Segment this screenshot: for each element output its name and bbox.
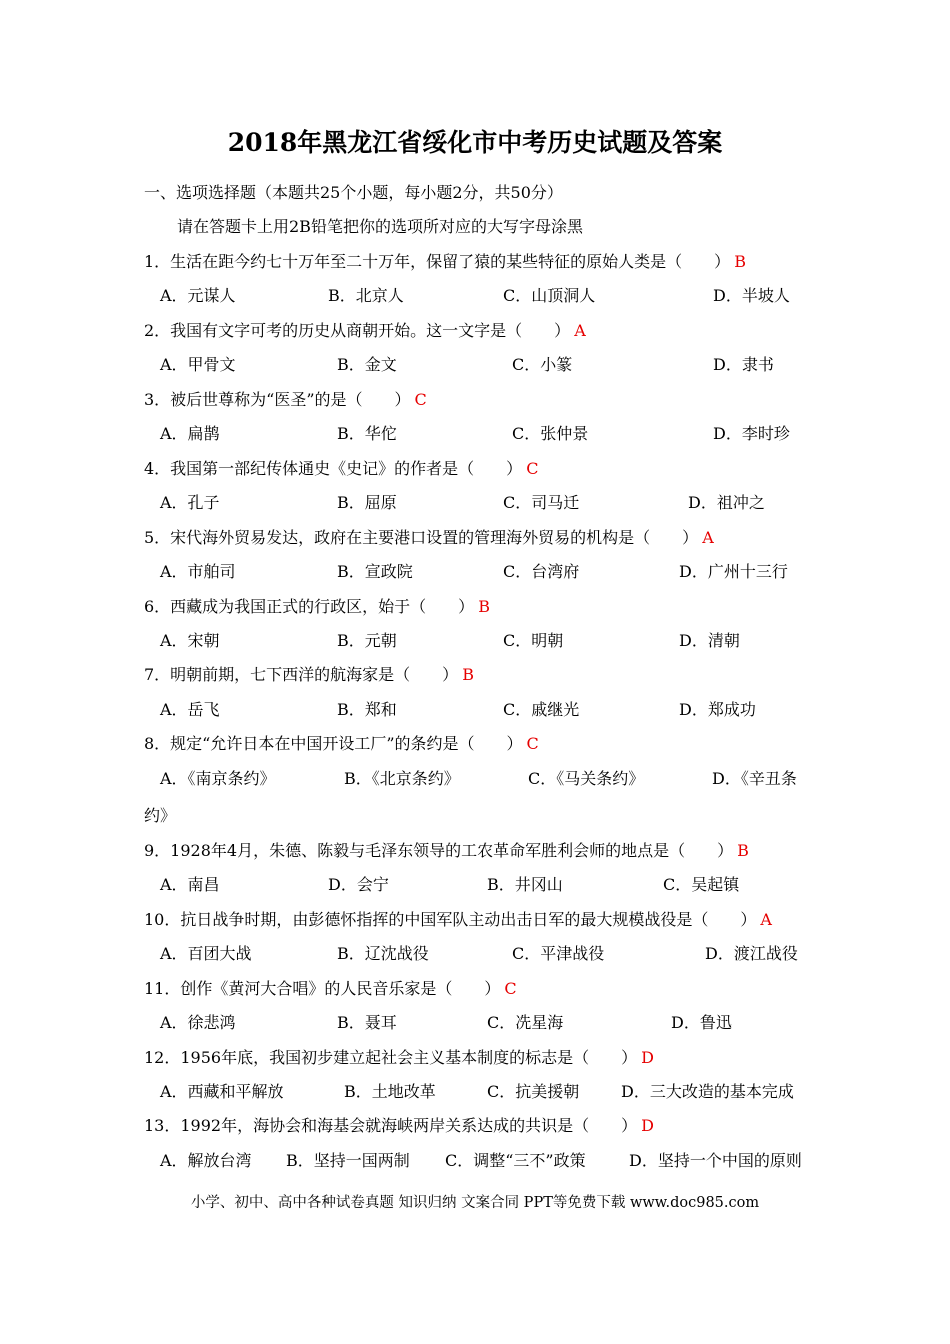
question-stem: 5．宋代海外贸易发达，政府在主要港口设置的管理海外贸易的机构是（ ） A: [144, 528, 714, 547]
option-c: C．冼星海: [487, 1013, 564, 1032]
instruction-text: 请在答题卡上用2B铅笔把你的选项所对应的大写字母涂黑: [177, 217, 583, 236]
question-stem: 8．规定“允许日本在中国开设工厂”的条约是（ ） C: [144, 734, 539, 753]
option-d: D．广州十三行: [679, 562, 788, 581]
page-footer: 小学、初中、高中各种试卷真题 知识归纳 文案合同 PPT等免费下载 www.doc985.com: [190, 1195, 760, 1211]
option-a: A．市舶司: [160, 562, 236, 581]
option-d: D．坚持一个中国的原则: [629, 1151, 802, 1170]
answer-key: A: [574, 321, 586, 340]
option-a: A．元谋人: [160, 286, 236, 305]
question-stem: 4．我国第一部纪传体通史《史记》的作者是（ ） C: [144, 459, 539, 478]
option-c: C．吴起镇: [663, 875, 740, 894]
option-a: A．百团大战: [160, 944, 252, 963]
option-b: B．辽沈战役: [337, 944, 429, 963]
option-d: D．祖冲之: [688, 493, 765, 512]
option-c: C．明朝: [503, 631, 564, 650]
option-c: C．戚继光: [503, 700, 580, 719]
page-title: 2018年黑龙江省绥化市中考历史试题及答案: [227, 128, 723, 157]
option-a: A．解放台湾: [160, 1151, 252, 1170]
option-b: B．《北京条约》: [344, 769, 460, 788]
option-b: B．元朝: [337, 631, 397, 650]
answer-key: B: [478, 597, 490, 616]
question-stem: 3．被后世尊称为“医圣”的是（ ） C: [144, 390, 427, 409]
question-stem: 6．西藏成为我国正式的行政区，始于（ ） B: [144, 597, 490, 616]
answer-key: C: [414, 390, 427, 409]
option-a: A．南昌: [160, 875, 220, 894]
answer-key: C: [526, 459, 539, 478]
option-c: C．小篆: [512, 355, 573, 374]
option-b: B．井冈山: [487, 875, 563, 894]
option-a: A．徐悲鸿: [160, 1013, 236, 1032]
answer-key: D: [641, 1116, 654, 1135]
answer-key: A: [702, 528, 714, 547]
option-a: A．甲骨文: [160, 355, 236, 374]
option-c: C．抗美援朝: [487, 1082, 580, 1101]
section-heading: 一、选项选择题（本题共25个小题，每小题2分，共50分）: [144, 183, 563, 202]
answer-key: A: [760, 910, 772, 929]
answer-key: B: [737, 841, 749, 860]
option-c: C．调整“三不”政策: [445, 1151, 586, 1170]
question-stem: 2．我国有文字可考的历史从商朝开始。这一文字是（ ） A: [144, 321, 586, 340]
option-b: B．屈原: [337, 493, 397, 512]
option-b: B．聂耳: [337, 1013, 397, 1032]
option-d: D．渡江战役: [705, 944, 798, 963]
option-c: C．山顶洞人: [503, 286, 596, 305]
answer-key: D: [641, 1048, 654, 1067]
option-a: A．西藏和平解放: [160, 1082, 284, 1101]
question-stem: 11．创作《黄河大合唱》的人民音乐家是（ ） C: [144, 979, 517, 998]
option-d: D．会宁: [328, 875, 389, 894]
option-b: B．华佗: [337, 424, 397, 443]
option-a: A．扁鹊: [160, 424, 220, 443]
option-d: D．半坡人: [713, 286, 790, 305]
option-d: D．李时珍: [713, 424, 790, 443]
question-stem: 13．1992年，海协会和海基会就海峡两岸关系达成的共识是（ ） D: [144, 1116, 654, 1135]
option-b: B．北京人: [328, 286, 404, 305]
option-b: B．宣政院: [337, 562, 413, 581]
option-a: A．宋朝: [160, 631, 220, 650]
option-d: D．隶书: [713, 355, 774, 374]
option-d: D．清朝: [679, 631, 740, 650]
option-d: D．鲁迅: [671, 1013, 732, 1032]
answer-key: B: [462, 665, 474, 684]
question-stem: 1．生活在距今约七十万年至二十万年，保留了猿的某些特征的原始人类是（ ） B: [144, 252, 746, 271]
option-d: D．三大改造的基本完成: [621, 1082, 794, 1101]
option-a: A．《南京条约》: [160, 769, 276, 788]
option-a: A．孔子: [160, 493, 220, 512]
question-stem: 9．1928年4月，朱德、陈毅与毛泽东领导的工农革命军胜利会师的地点是（ ） B: [144, 841, 749, 860]
option-a: A．岳飞: [160, 700, 220, 719]
option-c: C．司马迁: [503, 493, 580, 512]
question-stem: 10．抗日战争时期，由彭德怀指挥的中国军队主动出击日军的最大规模战役是（ ） A: [144, 910, 772, 929]
option-c: C．台湾府: [503, 562, 580, 581]
option-continuation: 约》: [144, 806, 177, 825]
option-c: C．《马关条约》: [528, 769, 645, 788]
question-stem: 7．明朝前期，七下西洋的航海家是（ ） B: [144, 665, 474, 684]
answer-key: C: [504, 979, 517, 998]
answer-key: C: [526, 734, 539, 753]
option-d: D．《辛丑条: [712, 769, 797, 788]
option-b: B．金文: [337, 355, 397, 374]
question-stem: 12．1956年底，我国初步建立起社会主义基本制度的标志是（ ） D: [144, 1048, 654, 1067]
option-b: B．坚持一国两制: [286, 1151, 410, 1170]
option-c: C．平津战役: [512, 944, 605, 963]
option-b: B．郑和: [337, 700, 397, 719]
option-d: D．郑成功: [679, 700, 756, 719]
option-b: B．土地改革: [344, 1082, 436, 1101]
answer-key: B: [734, 252, 746, 271]
option-c: C．张仲景: [512, 424, 589, 443]
